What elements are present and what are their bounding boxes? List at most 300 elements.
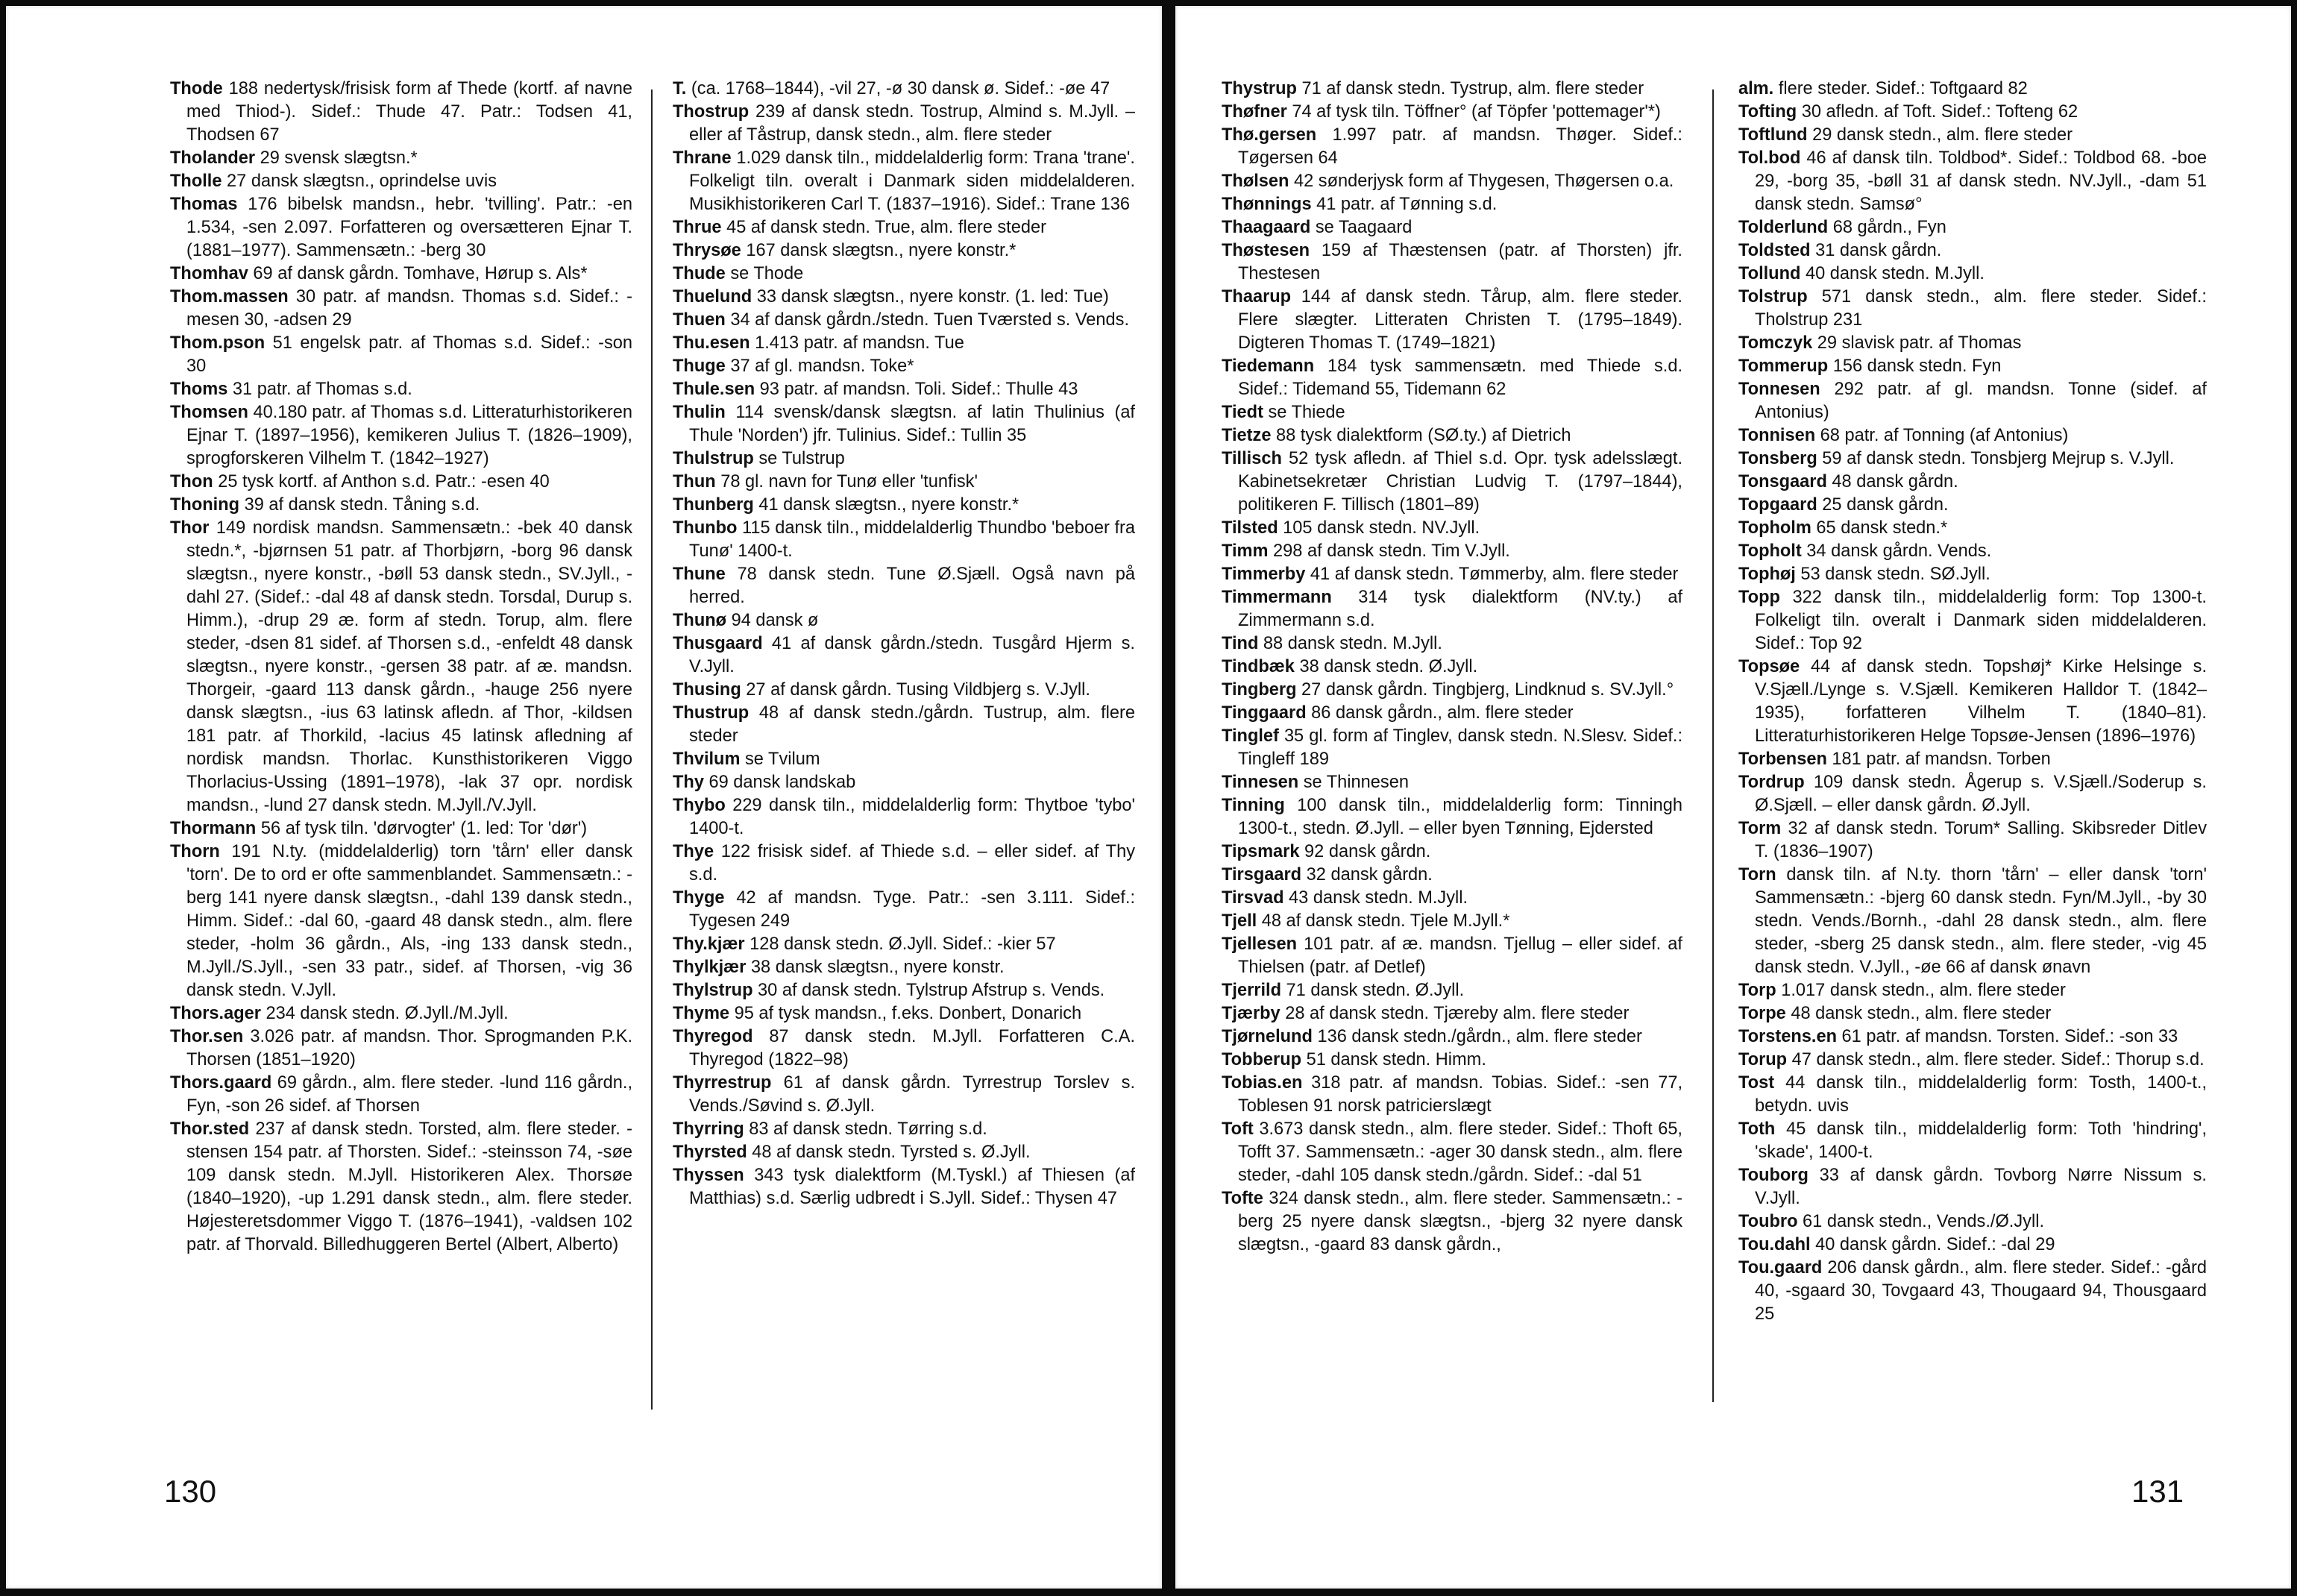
entry-body: 68 patr. af Tonning (af Antonius) [1815, 426, 2069, 445]
dictionary-entry [1738, 378, 2207, 424]
entry-headword: Toft [1222, 1119, 1254, 1139]
entry-headword: Tjellesen [1222, 934, 1297, 954]
entry-body: 101 patr. af æ. mandsn. Tjellug – eller sidef. af Thielsen (patr. af Detlef) [1238, 934, 1682, 977]
left-page [6, 6, 1162, 1589]
entry-body: 51 engelsk patr. af Thomas s.d. Sidef.: -son 30 [186, 333, 632, 376]
dictionary-entry [1738, 1234, 2207, 1257]
entry-headword: Torbensen [1738, 750, 1827, 769]
entry-body: 181 patr. af mandsn. Torben [1826, 750, 2051, 769]
dictionary-entry [1738, 1049, 2207, 1072]
entry-body: 88 dansk stedn. M.Jyll. [1258, 634, 1442, 653]
entry-body: 237 af dansk stedn. Torsted, alm. flere steder. -stensen 154 patr. af Thorsten. Sidef.: -steinsson 74, -søe 109 dansk stedn. M.Jyll. Historikeren Alex. Thorsøe (1840–1920), -up 1.291 dansk stedn., alm. flere steder. Højesteretsdommer Viggo T. (1876–1941), -valdsen 102 patr. af Thorvald. Billedhuggeren Bertel (Albert, Alberto) [186, 1119, 632, 1254]
entry-body: 40 dansk stedn. M.Jyll. [1800, 264, 1985, 283]
dictionary-entry [1222, 1187, 1682, 1257]
dictionary-entry [1738, 216, 2207, 239]
dictionary-entry [170, 170, 632, 193]
entry-body: 29 dansk stedn., alm. flere steder [1807, 125, 2073, 145]
dictionary-entry [1738, 124, 2207, 147]
entry-body: 1.413 patr. af mandsn. Tue [750, 333, 964, 353]
entry-body: 191 N.ty. (middelalderlig) torn 'tårn' eller dansk 'torn'. De to ord er ofte sammenblandet. Sammensætn.: -berg 141 nyere dansk slægtsn., -dahl 139 dansk stedn., Himm. Sidef.: -dal 60, -gaard 48 dansk stedn., alm. flere steder, -holm 36 gårdn., Als, -ing 133 dansk stedn., M.Jyll./S.Jyll., -sen 33 patr., sidef. af Thorsen, -vig 36 dansk stedn. V.Jyll. [186, 842, 632, 1000]
entry-headword: Thunberg [673, 495, 754, 515]
entry-headword: Thormann [170, 819, 257, 838]
entry-headword: Touborg [1738, 1166, 1809, 1185]
dictionary-entry [1222, 540, 1682, 563]
entry-headword: Torn [1738, 865, 1776, 885]
entry-body: 65 dansk stedn.* [1811, 518, 1948, 538]
entry-headword: Timmerby [1222, 565, 1306, 584]
dictionary-entry [1222, 933, 1682, 979]
dictionary-entry [1738, 563, 2207, 586]
left-page-column-2 [673, 78, 1135, 1536]
dictionary-entry [170, 78, 632, 147]
dictionary-entry [1222, 1002, 1682, 1025]
dictionary-entry [1222, 447, 1682, 517]
dictionary-entry [673, 771, 1135, 794]
entry-body: 71 af dansk stedn. Tystrup, alm. flere steder [1296, 79, 1644, 98]
entry-body: 48 af dansk stedn. Tyrsted s. Ø.Jyll. [747, 1143, 1031, 1162]
entry-body: 100 dansk tiln., middelalderlig form: Tinningh 1300-t., stedn. Ø.Jyll. – eller byen Tønning, Ejdersted [1238, 796, 1682, 838]
entry-headword: Toftlund [1738, 125, 1808, 145]
dictionary-entry [673, 1141, 1135, 1164]
entry-headword: Thyge [673, 888, 725, 908]
entry-headword: Tollund [1738, 264, 1801, 283]
entry-body: se Tulstrup [753, 449, 845, 468]
entry-headword: Tofte [1222, 1189, 1263, 1208]
entry-body: 59 af dansk stedn. Tonsbjerg Mejrup s. V.Jyll. [1817, 449, 2175, 468]
entry-headword: Thaarup [1222, 287, 1292, 307]
entry-body: 314 tysk dialektform (NV.ty.) af Zimmermann s.d. [1238, 588, 1682, 630]
entry-headword: Thuge [673, 356, 726, 376]
dictionary-entry [170, 147, 632, 170]
entry-headword: Thyrring [673, 1119, 744, 1139]
dictionary-entry [673, 471, 1135, 494]
entry-headword: Tillisch [1222, 449, 1282, 468]
dictionary-entry [1738, 517, 2207, 540]
entry-headword: Tonnisen [1738, 426, 1816, 445]
entry-body: 27 dansk slægtsn., oprindelse uvis [221, 172, 497, 191]
entry-headword: Torpe [1738, 1004, 1786, 1023]
entry-headword: Thulin [673, 403, 726, 422]
entry-body: 83 af dansk stedn. Tørring s.d. [744, 1119, 987, 1139]
entry-headword: Thu.esen [673, 333, 750, 353]
entry-headword: Thy [673, 773, 704, 792]
dictionary-entry [170, 193, 632, 263]
entry-headword: Thomhav [170, 264, 248, 283]
dictionary-entry [1738, 1072, 2207, 1118]
dictionary-entry [1222, 979, 1682, 1002]
entry-body: 71 dansk stedn. Ø.Jyll. [1281, 981, 1465, 1000]
dictionary-entry [170, 1118, 632, 1257]
entry-body: 61 patr. af mandsn. Torsten. Sidef.: -son 33 [1836, 1027, 2178, 1046]
entry-body: 27 dansk gårdn. Tingbjerg, Lindknud s. SV.Jyll.° [1296, 680, 1674, 700]
entry-body: 184 tysk sammensætn. med Thiede s.d. Sidef.: Tidemand 55, Tidemann 62 [1238, 356, 1682, 399]
entry-headword: Tinglef [1222, 726, 1279, 746]
entry-headword: Thrane [673, 148, 732, 168]
dictionary-entry [1738, 1257, 2207, 1326]
dictionary-entry [1738, 1025, 2207, 1049]
entry-headword: Thøfner [1222, 102, 1287, 122]
entry-headword: Thylstrup [673, 981, 753, 1000]
dictionary-entry [1738, 447, 2207, 471]
entry-body: 42 sønderjysk form af Thygesen, Thøgersen o.a. [1289, 172, 1674, 191]
dictionary-entry [673, 517, 1135, 563]
dictionary-entry [1738, 332, 2207, 355]
entry-headword: Tonsberg [1738, 449, 1817, 468]
dictionary-entry [170, 286, 632, 332]
dictionary-entry [1738, 1002, 2207, 1025]
entry-headword: Thvilum [673, 750, 741, 769]
entry-body: 188 nedertysk/frisisk form af Thede (kortf. af navne med Thiod-). Sidef.: Thude 47. Patr.: Todsen 41, Thodsen 67 [186, 79, 632, 145]
dictionary-entry [673, 748, 1135, 771]
entry-headword: Tjørnelund [1222, 1027, 1313, 1046]
entry-body: 92 dansk gårdn. [1299, 842, 1431, 861]
entry-headword: Topholm [1738, 518, 1811, 538]
entry-body: 32 af dansk stedn. Torum* Salling. Skibsreder Ditlev T. (1836–1907) [1755, 819, 2207, 861]
dictionary-entry [673, 679, 1135, 702]
entry-body: 292 patr. af gl. mandsn. Tonne (sidef. af Antonius) [1755, 380, 2207, 422]
dictionary-entry [1222, 563, 1682, 586]
entry-body: se Taagaard [1310, 218, 1413, 237]
entry-headword: Tind [1222, 634, 1259, 653]
entry-body: 234 dansk stedn. Ø.Jyll./M.Jyll. [260, 1004, 509, 1023]
entry-headword: Tolstrup [1738, 287, 1808, 307]
entry-headword: Thom.massen [170, 287, 289, 307]
dictionary-entry [673, 632, 1135, 679]
dictionary-entry [1738, 1164, 2207, 1210]
entry-headword: Tou.dahl [1738, 1235, 1811, 1254]
entry-body: 68 gårdn., Fyn [1828, 218, 1946, 237]
dictionary-entry [170, 378, 632, 401]
dictionary-entry [673, 1164, 1135, 1210]
dictionary-entry [1222, 702, 1682, 725]
entry-headword: Thaagaard [1222, 218, 1311, 237]
dictionary-entry [1222, 170, 1682, 193]
entry-headword: Thors.gaard [170, 1073, 272, 1093]
entry-headword: Thylkjær [673, 958, 747, 977]
dictionary-entry [170, 841, 632, 1002]
dictionary-entry [1738, 748, 2207, 771]
entry-headword: Thon [170, 472, 213, 491]
entry-body: 94 dansk ø [726, 611, 819, 630]
dictionary-entry [673, 286, 1135, 309]
entry-body: 29 slavisk patr. af Thomas [1812, 333, 2022, 353]
dictionary-entry [673, 101, 1135, 147]
entry-headword: Toth [1738, 1119, 1776, 1139]
entry-body: 44 dansk tiln., middelalderlig form: Tosth, 1400-t., betydn. uvis [1755, 1073, 2207, 1116]
entry-body: 86 dansk gårdn., alm. flere steder [1306, 703, 1574, 723]
entry-body: 39 af dansk stedn. Tåning s.d. [239, 495, 480, 515]
dictionary-entry [673, 309, 1135, 332]
dictionary-entry [1222, 656, 1682, 679]
dictionary-entry [1222, 401, 1682, 424]
entry-body: 25 tysk kortf. af Anthon s.d. Patr.: -esen 40 [213, 472, 550, 491]
dictionary-entry [673, 956, 1135, 979]
entry-headword: Thø.gersen [1222, 125, 1317, 145]
entry-headword: Tinning [1222, 796, 1285, 815]
dictionary-entry [1738, 656, 2207, 748]
entry-body: 30 patr. af mandsn. Thomas s.d. Sidef.: -mesen 30, -adsen 29 [186, 287, 632, 330]
dictionary-entry [170, 471, 632, 494]
entry-body: 52 tysk afledn. af Thiel s.d. Opr. tysk adelsslægt. Kabinetsekretær Christian Ludvig T. (1797–1844), politikeren F. Tillisch (1801–89) [1238, 449, 1682, 515]
entry-headword: Thusgaard [673, 634, 763, 653]
entry-headword: Thude [673, 264, 726, 283]
entry-headword: Tost [1738, 1073, 1775, 1093]
dictionary-entry [1222, 193, 1682, 216]
entry-headword: Thystrup [1222, 79, 1297, 98]
dictionary-entry [1222, 586, 1682, 632]
dictionary-entry [1222, 101, 1682, 124]
dictionary-entry [170, 817, 632, 841]
dictionary-entry [1222, 124, 1682, 170]
entry-headword: Tonsgaard [1738, 472, 1827, 491]
dictionary-entry [673, 378, 1135, 401]
entry-body: 27 af dansk gårdn. Tusing Vildbjerg s. V.Jyll. [741, 680, 1090, 700]
entry-body: 167 dansk slægtsn., nyere konstr.* [741, 241, 1016, 260]
entry-headword: Thybo [673, 796, 726, 815]
entry-headword: Thuen [673, 310, 726, 330]
dictionary-entry [1222, 864, 1682, 887]
entry-body: flere steder. Sidef.: Toftgaard 82 [1773, 79, 2028, 98]
entry-headword: Tjell [1222, 911, 1257, 931]
entry-headword: Thyme [673, 1004, 730, 1023]
entry-headword: Tiedemann [1222, 356, 1315, 376]
entry-headword: Thøstesen [1222, 241, 1310, 260]
dictionary-entry [1222, 355, 1682, 401]
dictionary-entry [1738, 817, 2207, 864]
entry-headword: Tinnesen [1222, 773, 1299, 792]
entry-body: 48 dansk stedn., alm. flere steder [1785, 1004, 2052, 1023]
entry-body: 61 dansk stedn., Vends./Ø.Jyll. [1797, 1212, 2044, 1231]
entry-body: 206 dansk gårdn., alm. flere steder. Sidef.: -gård 40, -sgaard 30, Tovgaard 43, Thougaard 94, Thousgaard 25 [1755, 1258, 2207, 1324]
entry-body: 318 patr. af mandsn. Tobias. Sidef.: -sen 77, Toblesen 91 norsk patricierslægt [1238, 1073, 1682, 1116]
entry-body: 159 af Thæstensen (patr. af Thorsten) jfr. Thestesen [1238, 241, 1682, 283]
dictionary-entry [170, 517, 632, 817]
dictionary-entry [673, 933, 1135, 956]
entry-body: 88 tysk dialektform (SØ.ty.) af Dietrich [1271, 426, 1571, 445]
entry-body: 30 af dansk stedn. Tylstrup Afstrup s. Vends. [752, 981, 1105, 1000]
entry-body: 239 af dansk stedn. Tostrup, Almind s. M.Jyll. – eller af Tåstrup, dansk stedn., alm. flere steder [689, 102, 1135, 145]
entry-body: 34 af dansk gårdn./stedn. Tuen Tværsted s. Vends. [725, 310, 1130, 330]
entry-body: se Thiede [1263, 403, 1345, 422]
dictionary-entry [673, 401, 1135, 447]
entry-body: 56 af tysk tiln. 'dørvogter' (1. led: Tor 'dør') [256, 819, 588, 838]
dictionary-entry [170, 1002, 632, 1025]
dictionary-entry [1738, 263, 2207, 286]
dictionary-entry [170, 494, 632, 517]
entry-headword: Torm [1738, 819, 1782, 838]
dictionary-entry [1222, 1072, 1682, 1118]
entry-body: 47 dansk stedn., alm. flere steder. Sidef.: Thorup s.d. [1787, 1050, 2205, 1069]
entry-body: 29 svensk slægtsn.* [255, 148, 418, 168]
dictionary-entry [170, 1072, 632, 1118]
dictionary-entry [673, 979, 1135, 1002]
entry-headword: Tol.bod [1738, 148, 1801, 168]
dictionary-entry [673, 147, 1135, 216]
entry-headword: Thulstrup [673, 449, 754, 468]
dictionary-entry [1738, 771, 2207, 817]
entry-body: 69 af dansk gårdn. Tomhave, Hørup s. Als* [248, 264, 588, 283]
entry-body: 69 dansk landskab [703, 773, 856, 792]
entry-headword: Thomas [170, 195, 238, 214]
entry-headword: Thode [170, 79, 223, 98]
entry-body: 48 af dansk stedn. Tjele M.Jyll.* [1257, 911, 1510, 931]
entry-headword: Tirsvad [1222, 888, 1284, 908]
entry-headword: Timmermann [1222, 588, 1332, 607]
entry-headword: Thrue [673, 218, 722, 237]
dictionary-entry [673, 263, 1135, 286]
entry-body: dansk tiln. af N.ty. thorn 'tårn' – eller dansk 'torn' Sammensætn.: -bjerg 60 dansk stedn. Fyn/M.Jyll., -by 30 stedn. Vends./Bornh., -dahl 28 dansk stedn., alm. flere steder, -sberg 25 dansk stedn., alm. flere steder, -vig 45 dansk stedn. V.Jyll., -øe 66 af dansk ønavn [1755, 865, 2207, 977]
entry-body: 46 af dansk tiln. Toldbod*. Sidef.: Toldbod 68. -boe 29, -borg 35, -bøll 31 af dansk stedn. NV.Jyll., -dam 51 dansk stedn. Samsø° [1755, 148, 2207, 214]
entry-body: 87 dansk stedn. M.Jyll. Forfatteren C.A. Thyregod (1822–98) [689, 1027, 1135, 1069]
dictionary-entry [1222, 1049, 1682, 1072]
dictionary-entry [673, 355, 1135, 378]
entry-headword: Tipsmark [1222, 842, 1300, 861]
entry-headword: Thunbo [673, 518, 738, 538]
dictionary-entry [673, 1118, 1135, 1141]
entry-headword: Timm [1222, 541, 1269, 561]
dictionary-entry [673, 78, 1135, 101]
entry-headword: Tou.gaard [1738, 1258, 1823, 1278]
dictionary-entry [1222, 424, 1682, 447]
entry-body: 322 dansk tiln., middelalderlig form: Top 1300-t. Folkeligt tiln. overalt i Danmark siden middelalderen. Sidef.: Top 92 [1755, 588, 2207, 653]
entry-headword: Tophøj [1738, 565, 1796, 584]
dictionary-entry [1738, 540, 2207, 563]
dictionary-entry [1738, 979, 2207, 1002]
dictionary-entry [673, 563, 1135, 609]
entry-body: 37 af gl. mandsn. Toke* [725, 356, 914, 376]
dictionary-entry [1222, 78, 1682, 101]
entry-body: 78 gl. navn for Tunø eller 'tunfisk' [715, 472, 978, 491]
dictionary-entry [1222, 239, 1682, 286]
dictionary-entry [673, 1072, 1135, 1118]
entry-body: se Thode [725, 264, 804, 283]
entry-body: 48 dansk gårdn. [1826, 472, 1958, 491]
dictionary-entry [1738, 101, 2207, 124]
dictionary-entry [1222, 632, 1682, 656]
entry-body: 42 af mandsn. Tyge. Patr.: -sen 3.111. Sidef.: Tygesen 249 [689, 888, 1135, 931]
entry-headword: Torp [1738, 981, 1776, 1000]
entry-body: 38 dansk slægtsn., nyere konstr. [746, 958, 1005, 977]
entry-body: 74 af tysk tiln. Töffner° (af Töpfer 'pottemager'*) [1286, 102, 1661, 122]
entry-body: 31 patr. af Thomas s.d. [227, 380, 412, 399]
column-divider [651, 89, 653, 1410]
entry-body: se Thinnesen [1298, 773, 1409, 792]
dictionary-entry [673, 794, 1135, 841]
entry-headword: Topgaard [1738, 495, 1817, 515]
entry-body: 3.026 patr. af mandsn. Thor. Sprogmanden P.K. Thorsen (1851–1920) [186, 1027, 632, 1069]
entry-headword: Thy.kjær [673, 934, 745, 954]
dictionary-entry [1738, 424, 2207, 447]
dictionary-entry [1738, 1118, 2207, 1164]
entry-body: 48 af dansk stedn./gårdn. Tustrup, alm. flere steder [689, 703, 1135, 746]
entry-headword: Tordrup [1738, 773, 1805, 792]
entry-headword: Thyregod [673, 1027, 753, 1046]
entry-headword: Tobberup [1222, 1050, 1302, 1069]
page-number: 131 [2131, 1474, 2184, 1509]
dictionary-entry [673, 239, 1135, 263]
dictionary-entry [1738, 78, 2207, 101]
entry-headword: Thomsen [170, 403, 248, 422]
entry-headword: Thoms [170, 380, 228, 399]
entry-headword: Tolderlund [1738, 218, 1829, 237]
dictionary-entry [170, 263, 632, 286]
entry-headword: Tinggaard [1222, 703, 1307, 723]
entry-headword: Thostrup [673, 102, 750, 122]
entry-headword: Thyrrestrup [673, 1073, 772, 1093]
entry-body: 40.180 patr. af Thomas s.d. Litteraturhistorikeren Ejnar T. (1897–1956), kemikeren Julius T. (1826–1909), sprogforskeren Vilhelm T. (1842–1927) [186, 403, 632, 468]
entry-headword: Thors.ager [170, 1004, 261, 1023]
dictionary-entry [1738, 494, 2207, 517]
dictionary-entry [1738, 147, 2207, 216]
entry-headword: Thølsen [1222, 172, 1289, 191]
entry-body: 324 dansk stedn., alm. flere steder. Sammensætn.: -berg 25 nyere dansk slægtsn., -bjerg 32 nyere dansk slægtsn., -gaard 83 dansk gårdn., [1238, 1189, 1682, 1254]
dictionary-entry [673, 841, 1135, 887]
entry-body: 571 dansk stedn., alm. flere steder. Sidef.: Tholstrup 231 [1755, 287, 2207, 330]
entry-headword: Thunø [673, 611, 727, 630]
entry-headword: Tingberg [1222, 680, 1297, 700]
dictionary-entry [1738, 239, 2207, 263]
entry-headword: T. [673, 79, 687, 98]
dictionary-entry [1738, 355, 2207, 378]
entry-headword: Thom.pson [170, 333, 265, 353]
dictionary-entry [673, 1002, 1135, 1025]
dictionary-entry [673, 332, 1135, 355]
entry-headword: Thun [673, 472, 716, 491]
dictionary-entry [1222, 794, 1682, 841]
dictionary-entry [1222, 517, 1682, 540]
entry-body: 3.673 dansk stedn., alm. flere steder. Sidef.: Thoft 65, Tofft 37. Sammensætn.: -ager 30 dansk stedn., alm. flere steder, -dahl 105 dansk stedn./gårdn. Sidef.: -dal 51 [1238, 1119, 1682, 1185]
entry-headword: Toubro [1738, 1212, 1798, 1231]
dictionary-entry [673, 609, 1135, 632]
entry-body: se Tvilum [740, 750, 820, 769]
page-number: 130 [164, 1474, 217, 1509]
entry-headword: Tofting [1738, 102, 1797, 122]
entry-headword: Thor.sted [170, 1119, 250, 1139]
entry-body: 41 patr. af Tønning s.d. [1311, 195, 1498, 214]
dictionary-entry [673, 1025, 1135, 1072]
dictionary-entry [1222, 1025, 1682, 1049]
entry-body: 33 dansk slægtsn., nyere konstr. (1. led: Tue) [752, 287, 1109, 307]
entry-body: 38 dansk stedn. Ø.Jyll. [1294, 657, 1478, 676]
entry-headword: Thule.sen [673, 380, 755, 399]
dictionary-entry [1222, 1118, 1682, 1187]
entry-body: 144 af dansk stedn. Tårup, alm. flere steder. Flere slægter. Litteraten Christen T. (1795–1849). Digteren Thomas T. (1749–1821) [1238, 287, 1682, 353]
entry-body: 32 dansk gårdn. [1301, 865, 1433, 885]
column-divider [1712, 89, 1714, 1402]
entry-headword: Tjærby [1222, 1004, 1281, 1023]
dictionary-entry [1222, 725, 1682, 771]
right-page-column-1 [1222, 78, 1682, 1536]
entry-headword: Thrysøe [673, 241, 741, 260]
entry-body: 35 gl. form af Tinglev, dansk stedn. N.Slesv. Sidef.: Tingleff 189 [1238, 726, 1682, 769]
entry-headword: Thor [170, 518, 210, 538]
entry-headword: Tirsgaard [1222, 865, 1302, 885]
entry-headword: Tiedt [1222, 403, 1263, 422]
entry-headword: Tholander [170, 148, 256, 168]
entry-body: 343 tysk dialektform (M.Tyskl.) af Thiesen (af Matthias) s.d. Særlig udbredt i S.Jyll. Sidef.: Thysen 47 [689, 1166, 1135, 1208]
entry-headword: Torup [1738, 1050, 1788, 1069]
entry-body: 45 af dansk stedn. True, alm. flere steder [721, 218, 1046, 237]
entry-body: 109 dansk stedn. Ågerup s. V.Sjæll./Soderup s. Ø.Sjæll. – eller dansk gårdn. Ø.Jyll. [1755, 773, 2207, 815]
dictionary-entry [170, 401, 632, 471]
dictionary-entry [1738, 1210, 2207, 1234]
entry-headword: Thune [673, 565, 726, 584]
entry-body: 61 af dansk gårdn. Tyrrestrup Torslev s. Vends./Søvind s. Ø.Jyll. [689, 1073, 1135, 1116]
entry-headword: Tomczyk [1738, 333, 1813, 353]
dictionary-entry [1222, 679, 1682, 702]
entry-body: 69 gårdn., alm. flere steder. -lund 116 gårdn., Fyn, -son 26 sidef. af Thorsen [186, 1073, 632, 1116]
dictionary-entry [673, 494, 1135, 517]
